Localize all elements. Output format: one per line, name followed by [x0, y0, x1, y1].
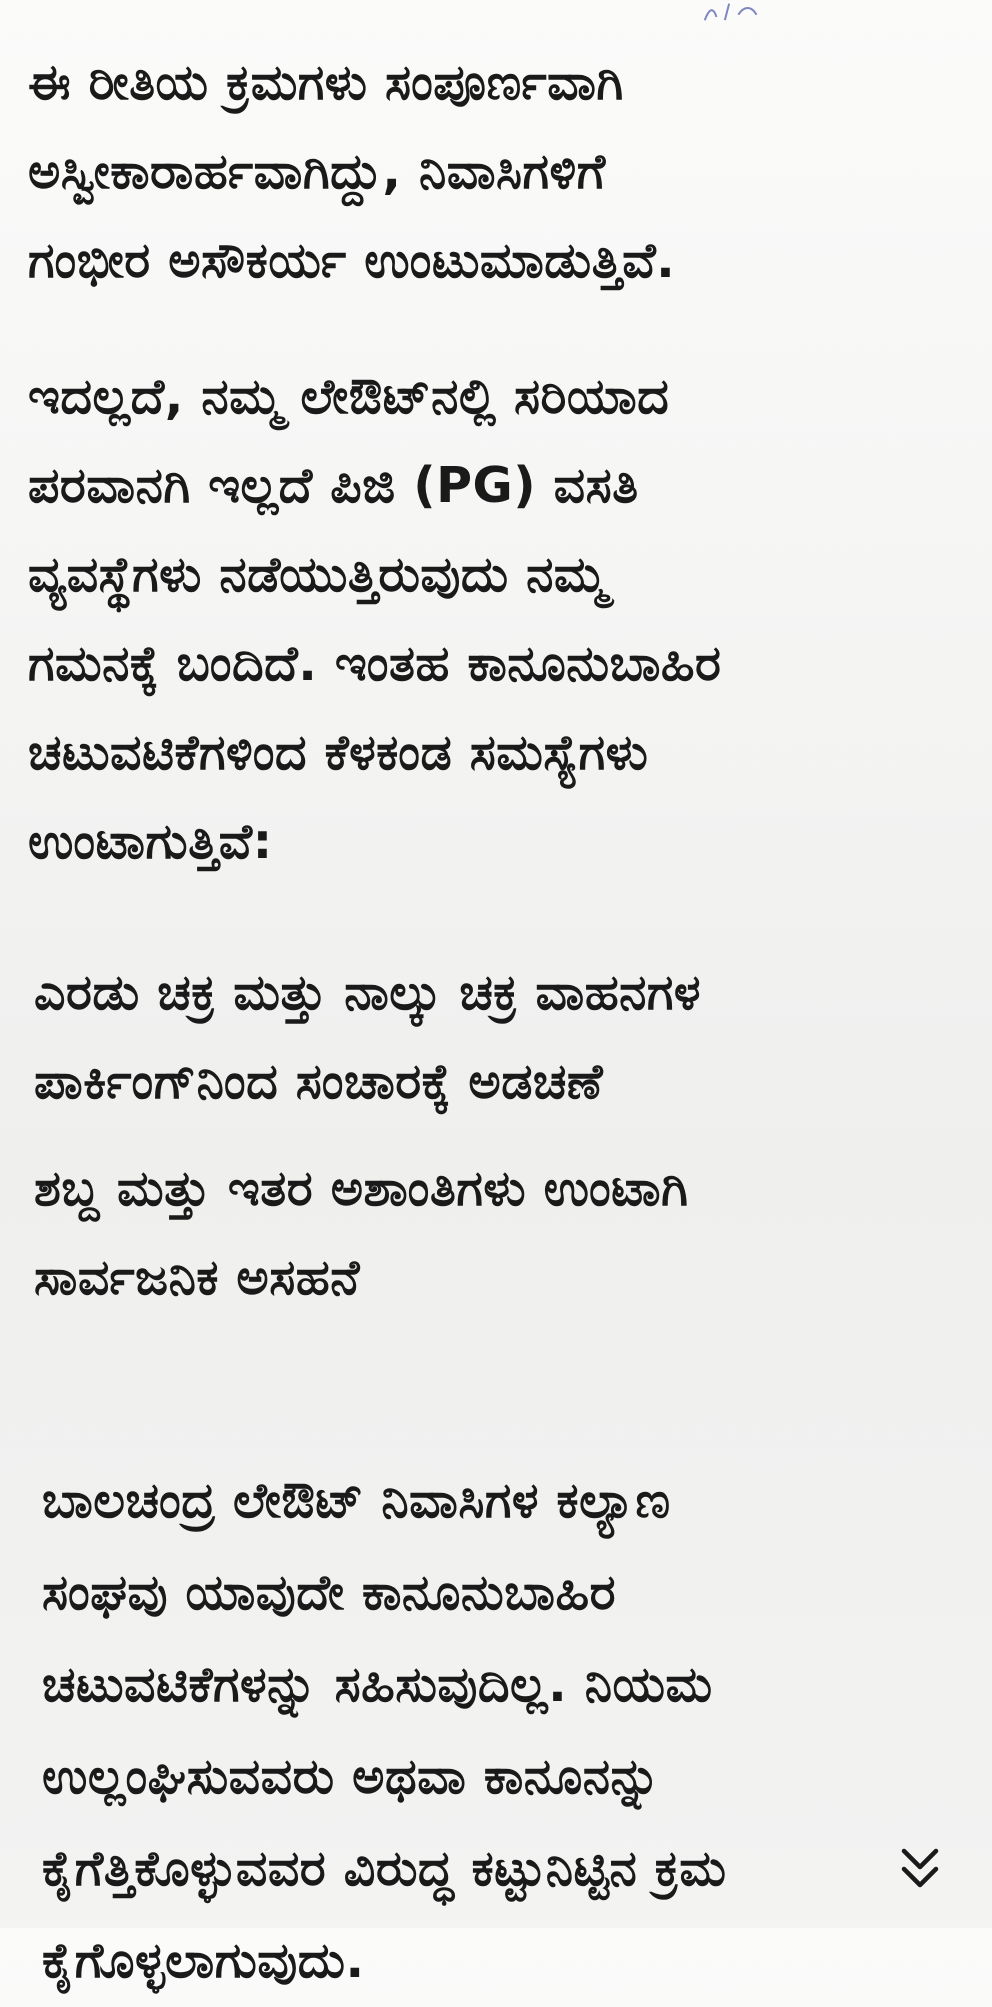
text-line: ಈ ರೀತಿಯ ಕ್ರಮಗಳು ಸಂಪೂರ್ಣವಾಗಿ [28, 54, 624, 111]
text-line: ಉಂಟಾಗುತ್ತಿವೆ: [28, 813, 273, 870]
paragraph-3 [34, 948, 701, 1126]
text-line: ಸಂಘವು ಯಾವುದೇ ಕಾನೂನುಬಾಹಿರ [42, 1564, 617, 1621]
text-line: ಕೈಗೆತ್ತಿಕೊಳ್ಳುವವರ ವಿರುದ್ಧ ಕಟ್ಟುನಿಟ್ಟಿನ ಕ್ರಮ [42, 1840, 727, 1897]
text-line: ಪಾರ್ಕಿಂಗ್‌ನಿಂದ ಸಂಚಾರಕ್ಕೆ ಅಡಚಣೆ [34, 1053, 604, 1110]
text-line: ಬಾಲಚಂದ್ರ ಲೇಔಟ್ ನಿವಾಸಿಗಳ ಕಲ್ಯಾಣ [42, 1472, 671, 1529]
paragraph-5 [42, 1455, 727, 2007]
scroll-down-button[interactable] [894, 1843, 946, 1895]
text-line: ಅಸ್ವೀಕಾರಾರ್ಹವಾಗಿದ್ದು, ನಿವಾಸಿಗಳಿಗೆ [28, 143, 606, 200]
text-line: ಗಮನಕ್ಕೆ ಬಂದಿದೆ. ಇಂತಹ ಕಾನೂನುಬಾಹಿರ [28, 635, 722, 692]
text-line: ಚಟುವಟಿಕೆಗಳಿಂದ ಕೆಳಕಂಡ ಸಮಸ್ಯೆಗಳು [28, 724, 649, 781]
paragraph-4 [34, 1144, 688, 1322]
text-line: ಸಾರ್ವಜನಿಕ ಅಸಹನೆ [34, 1249, 360, 1306]
text-line: ಕೈಗೊಳ್ಳಲಾಗುವುದು. [42, 1932, 365, 1989]
paragraph-2 [28, 352, 721, 886]
text-line: ಉಲ್ಲಂಘಿಸುವವರು ಅಥವಾ ಕಾನೂನನ್ನು [42, 1748, 661, 1805]
text-line: ಎರಡು ಚಕ್ರ ಮತ್ತು ನಾಲ್ಕು ಚಕ್ರ ವಾಹನಗಳ [34, 964, 702, 1021]
text-line: ಗಂಭೀರ ಅಸೌಕರ್ಯ ಉಂಟುಮಾಡುತ್ತಿವೆ. [28, 232, 676, 289]
paragraph-1 [28, 38, 675, 305]
double-chevron-down-icon [894, 1843, 946, 1895]
text-line: ಚಟುವಟಿಕೆಗಳನ್ನು ಸಹಿಸುವುದಿಲ್ಲ. ನಿಯಮ [42, 1656, 713, 1713]
text-line: ಪರವಾನಗಿ ಇಲ್ಲದೆ ಪಿಜಿ (PG) ವಸತಿ [28, 457, 639, 514]
scribble-mark [699, 0, 791, 27]
text-line: ವ್ಯವಸ್ಥೆಗಳು ನಡೆಯುತ್ತಿರುವುದು ನಮ್ಮ [28, 546, 608, 603]
text-line: ಶಬ್ದ ಮತ್ತು ಇತರ ಅಶಾಂತಿಗಳು ಉಂಟಾಗಿ [34, 1160, 689, 1217]
text-line: ಇದಲ್ಲದೆ, ನಮ್ಮ ಲೇಔಟ್‌ನಲ್ಲಿ ಸರಿಯಾದ [28, 368, 670, 425]
